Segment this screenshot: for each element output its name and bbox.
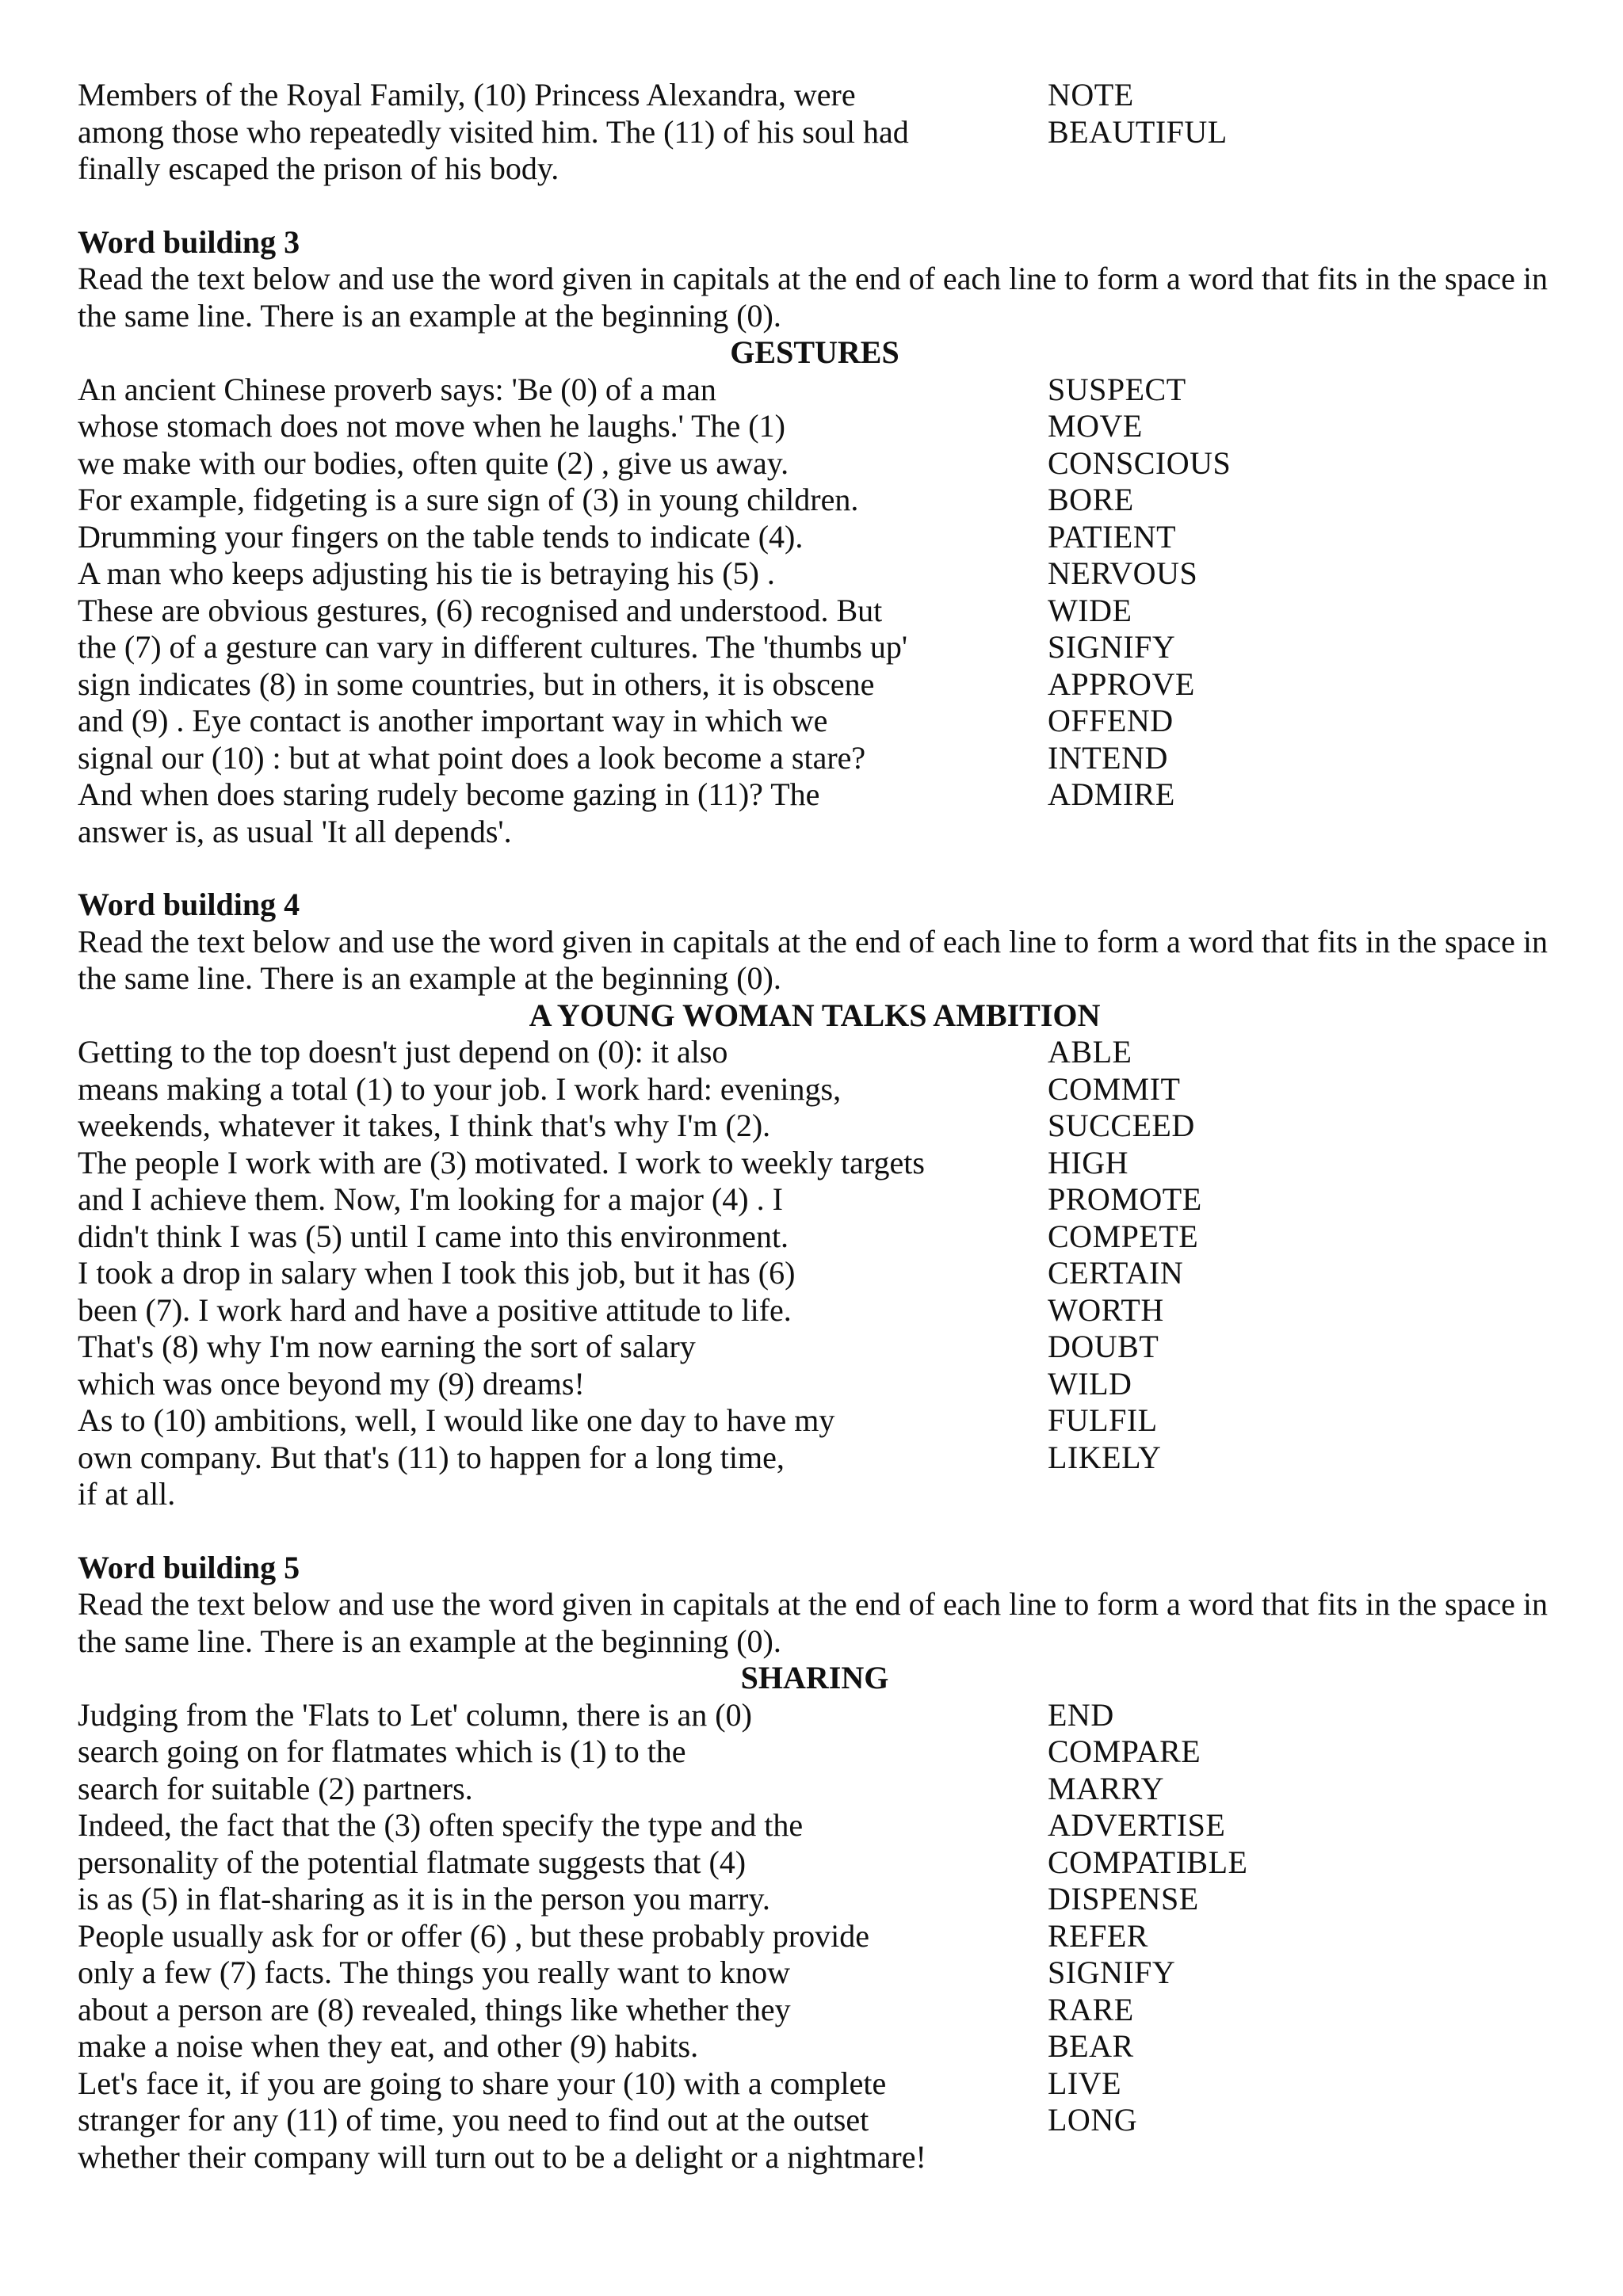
text-row <box>78 2065 1552 2103</box>
row-text: didn't think I was (5) until I came into this environment. <box>78 1218 789 1254</box>
row-text: search for suitable (2) partners. <box>78 1770 473 1806</box>
section-heading: Word building 5 <box>78 1549 300 1585</box>
row-text: means making a total (1) to your job. I work hard: evenings, <box>78 1070 842 1107</box>
row-text: A man who keeps adjusting his tie is betraying his (5) . <box>78 555 775 591</box>
row-text: People usually ask for or offer (6) , but these probably provide <box>78 1917 870 1954</box>
prompt-word: COMPETE <box>1048 1218 1199 1254</box>
prompt-word: SUSPECT <box>1048 371 1186 407</box>
section-instructions: Read the text below and use the word given in capitals at the end of each line to form a word that fits in the space in the same line. There is an example at the beginning (0). <box>78 261 1548 334</box>
prompt-word: BEAR <box>1048 2028 1134 2064</box>
text-row <box>78 151 1552 188</box>
prompt-word: COMPARE <box>1048 1733 1201 1769</box>
text-row <box>78 1108 1552 1145</box>
intro-block <box>78 77 1552 188</box>
prompt-word: WIDE <box>1048 592 1132 628</box>
text-row <box>78 2102 1552 2139</box>
text-row <box>78 1219 1552 1256</box>
text-row <box>78 814 1552 851</box>
text-row <box>78 1771 1552 1808</box>
text-row <box>78 372 1552 409</box>
prompt-word: WORTH <box>1048 1291 1164 1328</box>
prompt-word: CERTAIN <box>1048 1255 1184 1291</box>
prompt-word: DOUBT <box>1048 1329 1159 1364</box>
text-row <box>78 1992 1552 2029</box>
section-instructions: Read the text below and use the word given in capitals at the end of each line to form a word that fits in the space in the same line. There is an example at the beginning (0). <box>78 923 1548 996</box>
row-text: Indeed, the fact that the (3) often specify the type and the <box>78 1807 804 1843</box>
prompt-word: ABLE <box>1048 1034 1132 1070</box>
row-text: These are obvious gestures, (6) recognised and understood. But <box>78 592 883 628</box>
text-row <box>78 77 1552 114</box>
prompt-word: WILD <box>1048 1365 1132 1402</box>
prompt-word: COMPATIBLE <box>1048 1844 1248 1880</box>
prompt-word: END <box>1048 1696 1114 1733</box>
text-title: SHARING <box>740 1660 889 1695</box>
prompt-word: NERVOUS <box>1048 555 1198 591</box>
text-row <box>78 1034 1552 1071</box>
prompt-word: HIGH <box>1048 1144 1128 1180</box>
text-row <box>78 482 1552 519</box>
text-row <box>78 445 1552 482</box>
text-row <box>78 666 1552 704</box>
prompt-word: LIVE <box>1048 2065 1122 2101</box>
row-text: For example, fidgeting is a sure sign of (3) in young children. <box>78 482 859 517</box>
row-text: Members of the Royal Family, (10) Princess Alexandra, were <box>78 77 856 113</box>
row-text: is as (5) in flat-sharing as it is in the person you marry. <box>78 1881 770 1917</box>
prompt-word: COMMIT <box>1048 1070 1181 1107</box>
text-row <box>78 555 1552 593</box>
prompt-word: SIGNIFY <box>1048 629 1176 665</box>
text-row <box>78 1329 1552 1366</box>
text-row <box>78 776 1552 814</box>
text-row <box>78 1807 1552 1844</box>
section-instructions: Read the text below and use the word given in capitals at the end of each line to form a word that fits in the space in the same line. There is an example at the beginning (0). <box>78 1586 1548 1659</box>
prompt-word: SUCCEED <box>1048 1108 1195 1143</box>
text-row <box>78 1366 1552 1403</box>
row-text: Judging from the 'Flats to Let' column, there is an (0) <box>78 1696 752 1733</box>
text-row <box>78 408 1552 445</box>
prompt-word: DISPENSE <box>1048 1881 1199 1917</box>
row-text: search going on for flatmates which is (1) to the <box>78 1733 686 1769</box>
row-text: which was once beyond my (9) dreams! <box>78 1365 585 1402</box>
prompt-word: PATIENT <box>1048 518 1177 555</box>
prompt-word: ADVERTISE <box>1048 1807 1226 1843</box>
text-title: GESTURES <box>730 334 899 370</box>
row-text: about a person are (8) revealed, things like whether they <box>78 1991 791 2027</box>
row-text: I took a drop in salary when I took this job, but it has (6) <box>78 1255 796 1291</box>
text-row <box>78 114 1552 151</box>
text-title: A YOUNG WOMAN TALKS AMBITION <box>529 997 1101 1033</box>
prompt-word: BORE <box>1048 482 1134 517</box>
text-row <box>78 740 1552 777</box>
row-text: we make with our bodies, often quite (2) , give us away. <box>78 444 789 481</box>
row-text: and (9) . Eye contact is another important way in which we <box>78 703 828 738</box>
section-heading: Word building 4 <box>78 887 300 922</box>
prompt-word: BEAUTIFUL <box>1048 113 1228 150</box>
text-row <box>78 1844 1552 1882</box>
row-text: As to (10) ambitions, well, I would like one day to have my <box>78 1402 835 1438</box>
document-page <box>78 77 1552 2176</box>
row-text: only a few (7) facts. The things you really want to know <box>78 1955 791 1990</box>
prompt-word: INTEND <box>1048 739 1168 776</box>
text-row <box>78 593 1552 630</box>
row-text: That's (8) why I'm now earning the sort of salary <box>78 1329 696 1364</box>
word-building-5-section <box>78 1550 1552 2176</box>
row-text: whose stomach does not move when he laughs.' The (1) <box>78 408 785 444</box>
text-row <box>78 2028 1552 2065</box>
row-text: make a noise when they eat, and other (9) habits. <box>78 2028 699 2064</box>
text-row <box>78 1733 1552 1771</box>
row-text: among those who repeatedly visited him. The (11) of his soul had <box>78 113 909 150</box>
text-row <box>78 1476 1552 1513</box>
text-row <box>78 1955 1552 1992</box>
text-row <box>78 2139 1552 2176</box>
prompt-word: SIGNIFY <box>1048 1955 1176 1990</box>
text-row <box>78 703 1552 740</box>
text-row <box>78 1402 1552 1440</box>
prompt-word: CONSCIOUS <box>1048 444 1232 481</box>
text-row <box>78 1881 1552 1918</box>
text-row <box>78 1697 1552 1734</box>
row-text: An ancient Chinese proverb says: 'Be (0) of a man <box>78 371 716 407</box>
prompt-word: OFFEND <box>1048 703 1174 738</box>
row-text: own company. But that's (11) to happen for a long time, <box>78 1439 785 1475</box>
row-text: Let's face it, if you are going to share your (10) with a complete <box>78 2065 887 2101</box>
prompt-word: MOVE <box>1048 408 1143 444</box>
text-row <box>78 1918 1552 1955</box>
text-row <box>78 1292 1552 1329</box>
row-text: whether their company will turn out to be a delight or a nightmare! <box>78 2138 926 2175</box>
prompt-word: LIKELY <box>1048 1439 1162 1475</box>
text-row <box>78 1145 1552 1182</box>
text-row <box>78 1440 1552 1477</box>
text-row <box>78 629 1552 666</box>
row-text: signal our (10) : but at what point does a look become a stare? <box>78 739 866 776</box>
row-text: finally escaped the prison of his body. <box>78 151 559 186</box>
row-text: Getting to the top doesn't just depend on (0): it also <box>78 1034 728 1070</box>
text-row <box>78 1071 1552 1108</box>
prompt-word: MARRY <box>1048 1770 1164 1806</box>
text-row <box>78 1255 1552 1292</box>
row-text: personality of the potential flatmate suggests that (4) <box>78 1844 747 1880</box>
row-text: stranger for any (11) of time, you need to find out at the outset <box>78 2102 869 2138</box>
word-building-3-section <box>78 224 1552 851</box>
row-text: the (7) of a gesture can vary in different cultures. The 'thumbs up' <box>78 629 908 665</box>
prompt-word: ADMIRE <box>1048 776 1175 812</box>
prompt-word: PROMOTE <box>1048 1181 1202 1217</box>
prompt-word: FULFIL <box>1048 1402 1158 1438</box>
prompt-word: RARE <box>1048 1991 1134 2027</box>
row-text: Drumming your fingers on the table tends to indicate (4). <box>78 518 804 555</box>
prompt-word: NOTE <box>1048 77 1134 113</box>
row-text: And when does staring rudely become gazing in (11)? The <box>78 776 820 812</box>
text-row <box>78 519 1552 556</box>
row-text: weekends, whatever it takes, I think that's why I'm (2). <box>78 1108 771 1143</box>
word-building-4-section <box>78 887 1552 1513</box>
row-text: The people I work with are (3) motivated. I work to weekly targets <box>78 1144 925 1180</box>
row-text: been (7). I work hard and have a positive attitude to life. <box>78 1291 792 1328</box>
row-text: if at all. <box>78 1476 176 1512</box>
row-text: answer is, as usual 'It all depends'. <box>78 813 512 849</box>
text-row <box>78 1181 1552 1219</box>
row-text: and I achieve them. Now, I'm looking for a major (4) . I <box>78 1181 783 1217</box>
prompt-word: REFER <box>1048 1917 1148 1954</box>
section-heading: Word building 3 <box>78 223 300 260</box>
prompt-word: LONG <box>1048 2102 1138 2138</box>
row-text: sign indicates (8) in some countries, but in others, it is obscene <box>78 666 875 702</box>
prompt-word: APPROVE <box>1048 666 1195 702</box>
